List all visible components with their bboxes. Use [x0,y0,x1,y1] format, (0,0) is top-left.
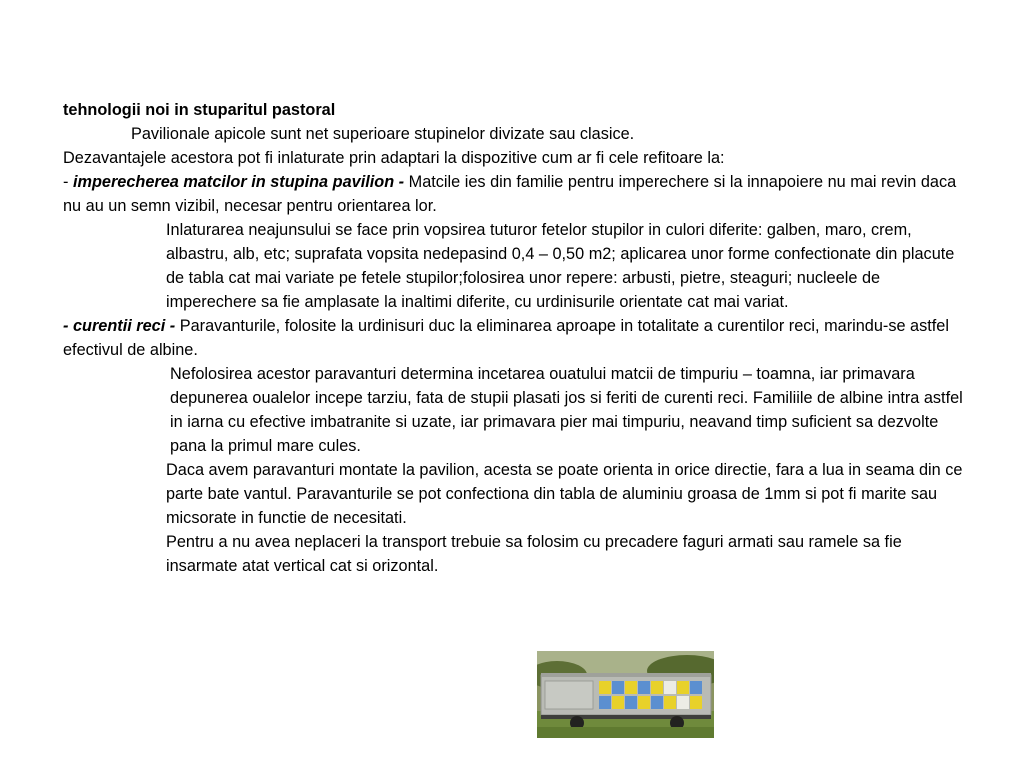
section-1-paragraph: Inlaturarea neajunsului se face prin vopsirea tuturor fetelor stupilor in culori diferite: galben, maro, crem, albastru, alb, etc; suprafata vopsita nedepasind 0,4 – 0,50 m2; aplicarea unor forme confectionate din placute de tabla cat mai variate pe fetele stupilor;folosirea unor repere: arbusti, pietre, steaguri; nucleele de imperechere sa fie amplasate la inaltimi diferite, cu urdinisurile orientate cat mai variat. [166,221,955,311]
hive [664,681,676,694]
hive [651,696,663,709]
slide-text [63,98,968,578]
trailer-chassis [541,715,711,719]
section-1-lead [63,170,968,218]
hive [638,681,650,694]
trailer-roof [541,673,711,677]
document-title: tehnologii noi in stuparitul pastoral [63,101,336,119]
hive [612,696,624,709]
section-1-prefix: - [63,173,73,191]
section-2-paragraph-1: Nefolosirea acestor paravanturi determina incetarea ouatului matcii de timpuriu – toamna, iar primavara depunerea oualelor incepe tarziu, fata de stupii plasati jos si feriti de curenti reci. Familiile de albine intra astfel in iarna cu efective imbatranite si uzate, iar primavara pier mai timpuriu, neavand timp suficient sa dezvolte pana la primul mare cules. [170,365,963,455]
trailer-side-panel [545,681,593,709]
hive [599,681,611,694]
hive [599,696,611,709]
hive [625,681,637,694]
hive [651,681,663,694]
intro-paragraph: Pavilionale apicole sunt net superioare stupinelor divizate sau clasice. [131,125,635,143]
section-2-paragraph-2: Daca avem paravanturi montate la pavilion, acesta se poate orienta in orice directie, fara a lua in seama din ce parte bate vantul. Paravanturile se pot confectiona din tabla de aluminiu groasa de 1mm si pot fi marite sau micsorate in functie de necesitati. [166,461,963,527]
hive [690,681,702,694]
apiary-trailer-photo [537,651,714,738]
intro-paragraph-2: Dezavantajele acestora pot fi inlaturate prin adaptari la dispozitive cum ar fi cele refitoare la: [63,149,725,167]
section-2-paragraph-3: Pentru a nu avea neplaceri la transport trebuie sa folosim cu precadere faguri armati sau ramele sa fie insarmate atat vertical cat si orizontal. [166,533,902,575]
section-2-heading: - curentii reci - [63,317,176,335]
apiary-trailer-image [537,651,714,738]
hive [664,696,676,709]
section-2-lead [63,314,968,362]
hive [612,681,624,694]
hive [638,696,650,709]
hive [690,696,702,709]
hive [677,696,689,709]
hive [677,681,689,694]
section-2-text: Paravanturile, folosite la urdinisuri duc la eliminarea aproape in totalitate a curentilor reci, marindu-se astfel efectivul de albine. [63,317,949,359]
section-1-heading: imperecherea matcilor in stupina pavilion - [72,173,405,191]
section-1-text: Matcile ies din familie pentru imperechere si la innapoiere nu mai revin daca nu au un semn vizibil, necesar pentru orientarea lor. [63,173,957,215]
photo-foreground [537,727,714,738]
hive [625,696,637,709]
